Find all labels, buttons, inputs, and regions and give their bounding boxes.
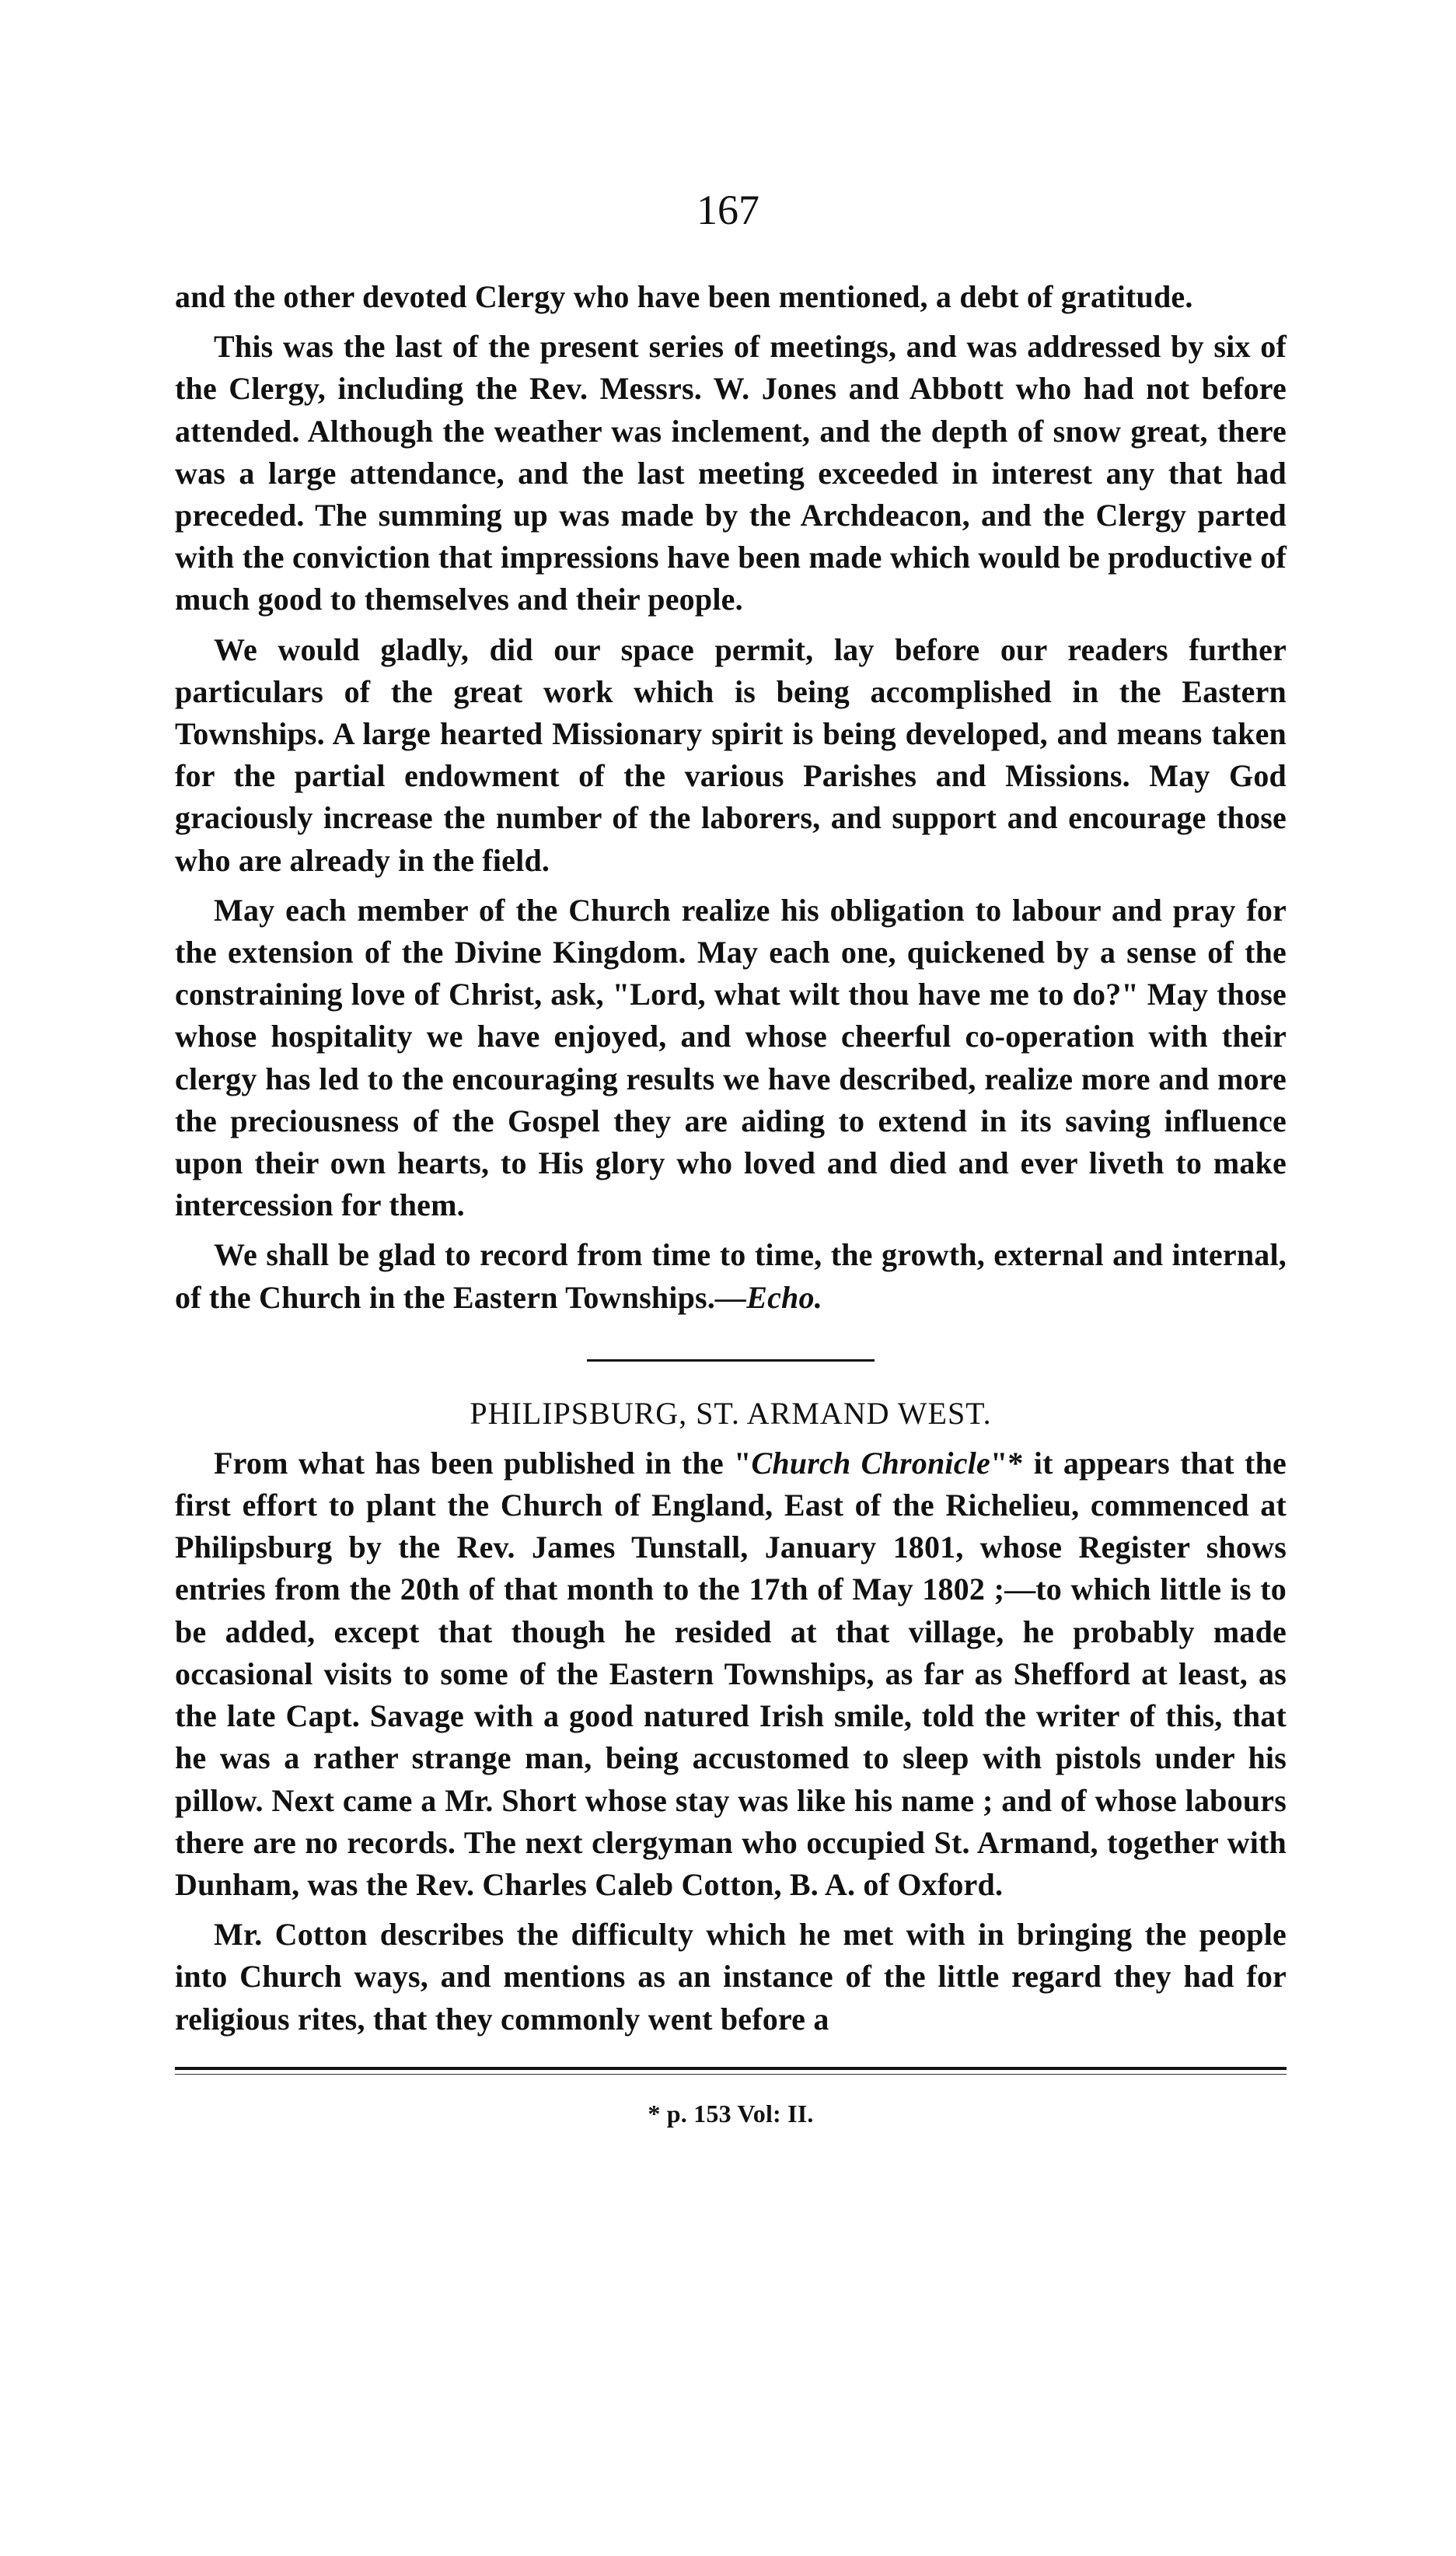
paragraph-closing [175,1234,1287,1318]
paragraph: Mr. Cotton describes the difficulty which he met with in bringing the people into Church ways, and mentions as an instance of the little regard they had for religious rites, that they commonly went before a [175,1917,1287,2037]
source-attribution: —Echo. [715,1279,822,1315]
paragraph-text: From what has been published in the " [214,1445,752,1481]
paragraph-continued: and the other devoted Clergy who have been mentioned, a debt of gratitude. [175,279,1193,314]
paragraph-text: "* it appears that the first effort to plant the Church of England, East of the Richelieu, commenced at Philipsburg by the Rev. James Tunstall, January 1801, whose Register shows entries from the 20th of that month to the 17th of May 1802 ;—to which little is to be added, except that though he resided at that village, he probably made occasional visits to some of the Eastern Townships, as far as Shefford at least, as the late Capt. Savage with a good natured Irish smile, told the writer of this, that he was a rather strange man, being accustomed to sleep with pistols under his pillow. Next came a Mr. Short whose stay was like his name ; and of whose labours there are no records. The next clergyman who occupied St. Armand, together with Dunham, was the Rev. Charles Caleb Cotton, B. A. of Oxford. [175,1445,1287,1902]
paragraph: May each member of the Church realize his obligation to labour and pray for the extension of the Divine Kingdom. May each one, quickened by a sense of the constraining love of Christ, ask, "Lord, what wilt thou have me to do?" May those whose hospitality we have enjoyed, and whose cheerful co-operation with their clergy has led to the encouraging results we have described, realize more and more the preciousness of the Gospel they are aiding to extend in its saving influence upon their own hearts, to His glory who loved and died and ever liveth to make intercession for them. [175,892,1287,1223]
paragraph [175,1442,1287,1906]
paragraph: This was the last of the present series of meetings, and was addressed by six of the Clergy, including the Rev. Messrs. W. Jones and Abbott who had not before attended. Although the weather was inclement, and the depth of snow great, there was a large attendance, and the last meeting exceeded in interest any that had preceded. The summing up was made by the Archdeacon, and the Clergy parted with the conviction that impressions have been made which would be productive of much good to themselves and their people. [175,329,1287,617]
publication-title: Church Chronicle [751,1445,990,1481]
footnote-rule-thin [175,2074,1287,2075]
paragraph-text: We shall be glad to record from time to time, the growth, external and internal, of the Church in the Eastern Townships. [175,1237,1287,1315]
section-divider [587,1359,875,1362]
section-heading: PHILIPSBURG, ST. ARMAND WEST. [470,1395,992,1431]
text-column [175,276,1287,2129]
page-number: 167 [697,187,759,233]
paragraph: We would gladly, did our space permit, lay before our readers further particulars of the great work which is being accomplished in the Eastern Townships. A large hearted Missionary spirit is being developed, and means taken for the partial endowment of the various Parishes and Missions. May God graciously increase the number of the laborers, and support and encourage those who are already in the field. [175,631,1287,878]
footnote: * p. 153 Vol: II. [648,2099,814,2128]
footnote-rule [175,2067,1287,2070]
